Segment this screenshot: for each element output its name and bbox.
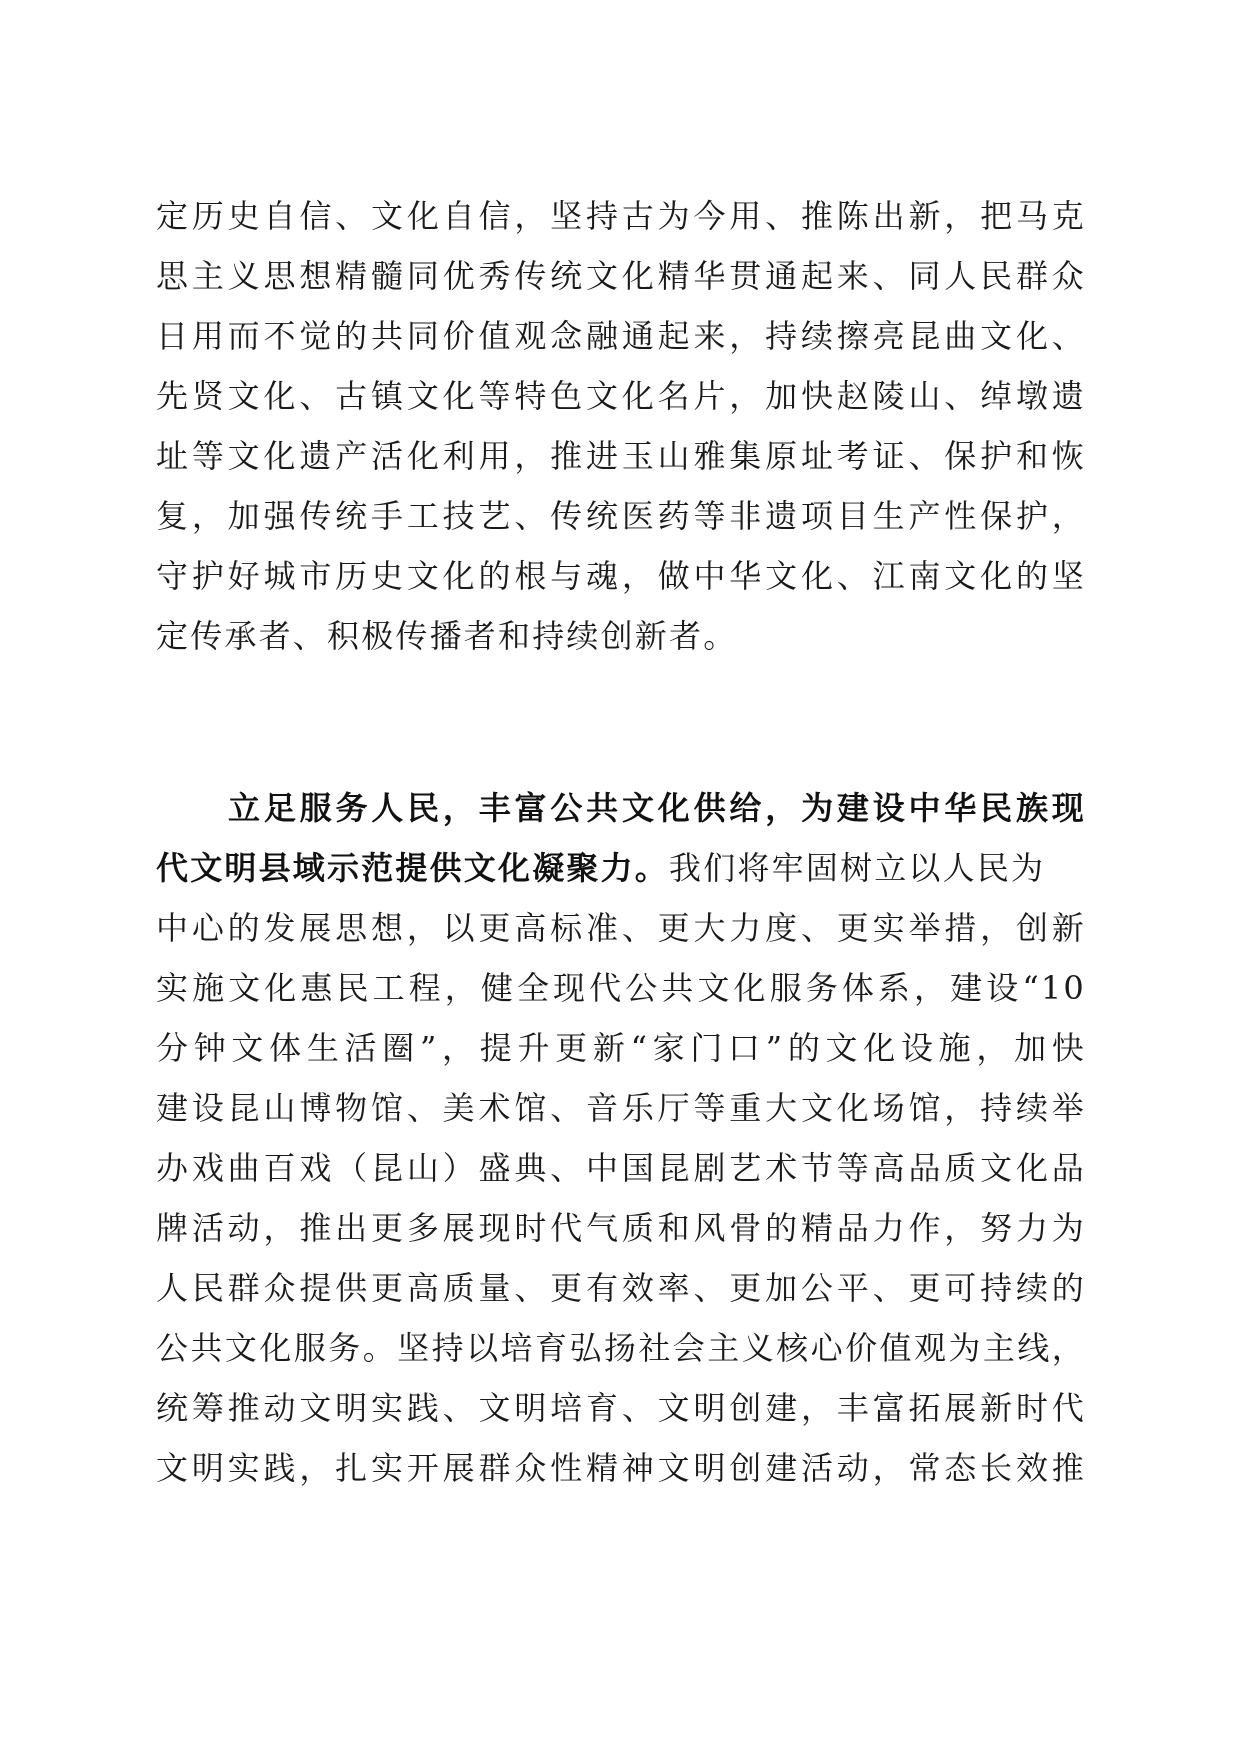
- text-line: 公共文化服务。坚持以培育弘扬社会主义核心价值观为主线，: [156, 1329, 1086, 1367]
- paragraph-public-culture: [156, 778, 1086, 1498]
- text-line: 实施文化惠民工程，健全现代公共文化服务体系，建设“10: [156, 969, 1086, 1007]
- text-line: 办戏曲百戏（昆山）盛典、中国昆剧艺术节等高品质文化品: [156, 1149, 1086, 1187]
- text-line: 分钟文体生活圈”，提升更新“家门口”的文化设施，加快: [156, 1029, 1086, 1067]
- text-line: 址等文化遗产活化利用，推进玉山雅集原址考证、保护和恢: [156, 437, 1086, 475]
- text-line-segment: 我们将牢固树立以人民为: [669, 849, 1046, 887]
- paragraph-cultural-heritage: [156, 186, 1086, 666]
- text-line: 人民群众提供更高质量、更有效率、更加公平、更可持续的: [156, 1269, 1086, 1307]
- text-line: 建设昆山博物馆、美术馆、音乐厅等重大文化场馆，持续举: [156, 1089, 1086, 1127]
- text-line: 文明实践，扎实开展群众性精神文明创建活动，常态长效推: [156, 1449, 1086, 1487]
- text-line: 日用而不觉的共同价值观念融通起来，持续擦亮昆曲文化、: [156, 317, 1086, 355]
- text-line: 中心的发展思想，以更高标准、更大力度、更实举措，创新: [156, 909, 1086, 947]
- text-line: 统筹推动文明实践、文明培育、文明创建，丰富拓展新时代: [156, 1389, 1086, 1427]
- section-heading-tail: 代文明县域示范提供文化凝聚力。: [156, 849, 670, 887]
- text-line: 思主义思想精髓同优秀传统文化精华贯通起来、同人民群众: [156, 257, 1086, 295]
- text-line: 守护好城市历史文化的根与魂，做中华文化、江南文化的坚: [156, 557, 1086, 595]
- text-line: 定传承者、积极传播者和持续创新者。: [156, 617, 738, 655]
- section-heading-line: 立足服务人民，丰富公共文化供给，为建设中华民族现: [228, 789, 1086, 827]
- text-line: 复，加强传统手工技艺、传统医药等非遗项目生产性保护，: [156, 497, 1086, 535]
- text-line: 定历史自信、文化自信，坚持古为今用、推陈出新，把马克: [156, 197, 1086, 235]
- text-line: 先贤文化、古镇文化等特色文化名片，加快赵陵山、绰墩遗: [156, 377, 1086, 415]
- text-line: 牌活动，推出更多展现时代气质和风骨的精品力作，努力为: [156, 1209, 1086, 1247]
- text-line-mixed: [156, 838, 1086, 898]
